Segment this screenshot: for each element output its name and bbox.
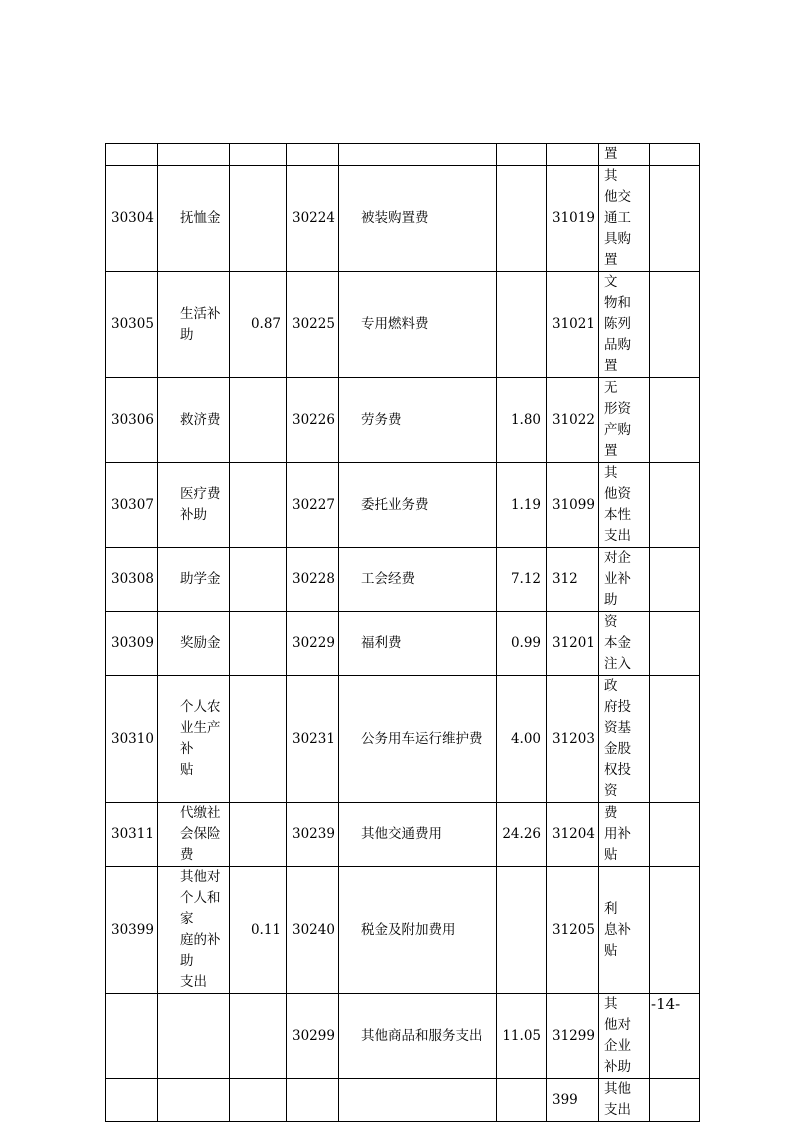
amount-cell: 0.87 [230, 272, 287, 378]
code-cell: 31204 [547, 803, 599, 867]
code-cell: 30305 [106, 272, 158, 378]
code-cell [106, 994, 158, 1079]
code-cell: 31203 [547, 676, 599, 803]
item-name-cell: 政 府投 资基 金股 权投 资 [599, 676, 650, 803]
item-name-cell: 其他对 个人和家 庭的补助 支出 [158, 867, 230, 994]
amount-cell: 4.00 [497, 676, 547, 803]
amount-cell [650, 166, 700, 272]
amount-cell [230, 463, 287, 548]
code-cell: 30310 [106, 676, 158, 803]
amount-cell [497, 272, 547, 378]
code-cell: 30224 [287, 166, 339, 272]
amount-cell [497, 144, 547, 166]
amount-cell [230, 612, 287, 676]
item-name-cell: 无 形资 产购 置 [599, 378, 650, 463]
item-name-cell: 其 他对 企业 补助 [599, 994, 650, 1079]
amount-cell [650, 272, 700, 378]
item-name-cell [158, 144, 230, 166]
amount-cell [230, 144, 287, 166]
item-name-cell: 生活补 助 [158, 272, 230, 378]
amount-cell: 7.12 [497, 548, 547, 612]
code-cell: 31299 [547, 994, 599, 1079]
amount-cell: 0.11 [230, 867, 287, 994]
item-name-cell: 奖励金 [158, 612, 230, 676]
amount-cell [230, 1079, 287, 1122]
table-row [106, 867, 700, 994]
item-name-cell: 利 息补 贴 [599, 867, 650, 994]
item-name-cell: 工会经费 [339, 548, 497, 612]
code-cell: 30306 [106, 378, 158, 463]
table-row [106, 144, 700, 166]
code-cell: 30226 [287, 378, 339, 463]
amount-cell [230, 378, 287, 463]
item-name-cell: 其他 支出 [599, 1079, 650, 1122]
item-name-cell: 税金及附加费用 [339, 867, 497, 994]
item-name-cell: 福利费 [339, 612, 497, 676]
table-row [106, 994, 700, 1079]
code-cell: 30311 [106, 803, 158, 867]
item-name-cell: 专用燃料费 [339, 272, 497, 378]
code-cell: 31019 [547, 166, 599, 272]
table-row [106, 1079, 700, 1122]
amount-cell: 1.19 [497, 463, 547, 548]
item-name-cell [339, 1079, 497, 1122]
amount-cell: 1.80 [497, 378, 547, 463]
item-name-cell: 劳务费 [339, 378, 497, 463]
amount-cell: 24.26 [497, 803, 547, 867]
code-cell: 30308 [106, 548, 158, 612]
amount-cell [650, 676, 700, 803]
item-name-cell [339, 144, 497, 166]
item-name-cell: 救济费 [158, 378, 230, 463]
amount-cell: 0.99 [497, 612, 547, 676]
code-cell: 30227 [287, 463, 339, 548]
page-number: -14- [651, 995, 681, 1013]
item-name-cell: 费 用补 贴 [599, 803, 650, 867]
amount-cell [650, 1079, 700, 1122]
code-cell: 312 [547, 548, 599, 612]
item-name-cell: 委托业务费 [339, 463, 497, 548]
item-name-cell: 抚恤金 [158, 166, 230, 272]
item-name-cell: 对企 业补 助 [599, 548, 650, 612]
table-body [106, 144, 700, 1122]
item-name-cell: 文 物和 陈列 品购 置 [599, 272, 650, 378]
table-row [106, 378, 700, 463]
amount-cell [650, 803, 700, 867]
amount-cell [230, 166, 287, 272]
code-cell: 30231 [287, 676, 339, 803]
table-row [106, 676, 700, 803]
amount-cell [650, 463, 700, 548]
item-name-cell: 其 他交 通工 具购 置 [599, 166, 650, 272]
code-cell: 31201 [547, 612, 599, 676]
code-cell: 30240 [287, 867, 339, 994]
amount-cell [650, 612, 700, 676]
code-cell: 31099 [547, 463, 599, 548]
amount-cell [230, 803, 287, 867]
amount-cell [230, 676, 287, 803]
code-cell: 31021 [547, 272, 599, 378]
item-name-cell: 公务用车运行维护费 [339, 676, 497, 803]
table-row [106, 272, 700, 378]
code-cell: 30307 [106, 463, 158, 548]
amount-cell [230, 548, 287, 612]
amount-cell [650, 548, 700, 612]
item-name-cell: 其他交通费用 [339, 803, 497, 867]
code-cell: 31022 [547, 378, 599, 463]
code-cell: 30225 [287, 272, 339, 378]
code-cell [287, 144, 339, 166]
code-cell: 30239 [287, 803, 339, 867]
item-name-cell [158, 994, 230, 1079]
amount-cell [497, 867, 547, 994]
table-row [106, 612, 700, 676]
item-name-cell: 被装购置费 [339, 166, 497, 272]
code-cell [547, 144, 599, 166]
amount-cell [650, 378, 700, 463]
code-cell: 30228 [287, 548, 339, 612]
budget-table [105, 143, 700, 1122]
table-row [106, 463, 700, 548]
code-cell: 30304 [106, 166, 158, 272]
item-name-cell: 其 他资 本性 支出 [599, 463, 650, 548]
item-name-cell: 置 [599, 144, 650, 166]
code-cell [287, 1079, 339, 1122]
amount-cell [650, 144, 700, 166]
table-row [106, 548, 700, 612]
code-cell: 30299 [287, 994, 339, 1079]
item-name-cell: 个人农 业生产补 贴 [158, 676, 230, 803]
code-cell: 30309 [106, 612, 158, 676]
item-name-cell: 资 本金 注入 [599, 612, 650, 676]
code-cell: 31205 [547, 867, 599, 994]
amount-cell [650, 867, 700, 994]
item-name-cell: 医疗费 补助 [158, 463, 230, 548]
table-row [106, 166, 700, 272]
amount-cell [497, 166, 547, 272]
code-cell [106, 144, 158, 166]
item-name-cell: 其他商品和服务支出 [339, 994, 497, 1079]
code-cell [106, 1079, 158, 1122]
item-name-cell [158, 1079, 230, 1122]
item-name-cell: 助学金 [158, 548, 230, 612]
code-cell: 30229 [287, 612, 339, 676]
amount-cell [230, 994, 287, 1079]
item-name-cell: 代缴社 会保险费 [158, 803, 230, 867]
amount-cell [497, 1079, 547, 1122]
code-cell: 399 [547, 1079, 599, 1122]
amount-cell: 11.05 [497, 994, 547, 1079]
code-cell: 30399 [106, 867, 158, 994]
table-row [106, 803, 700, 867]
